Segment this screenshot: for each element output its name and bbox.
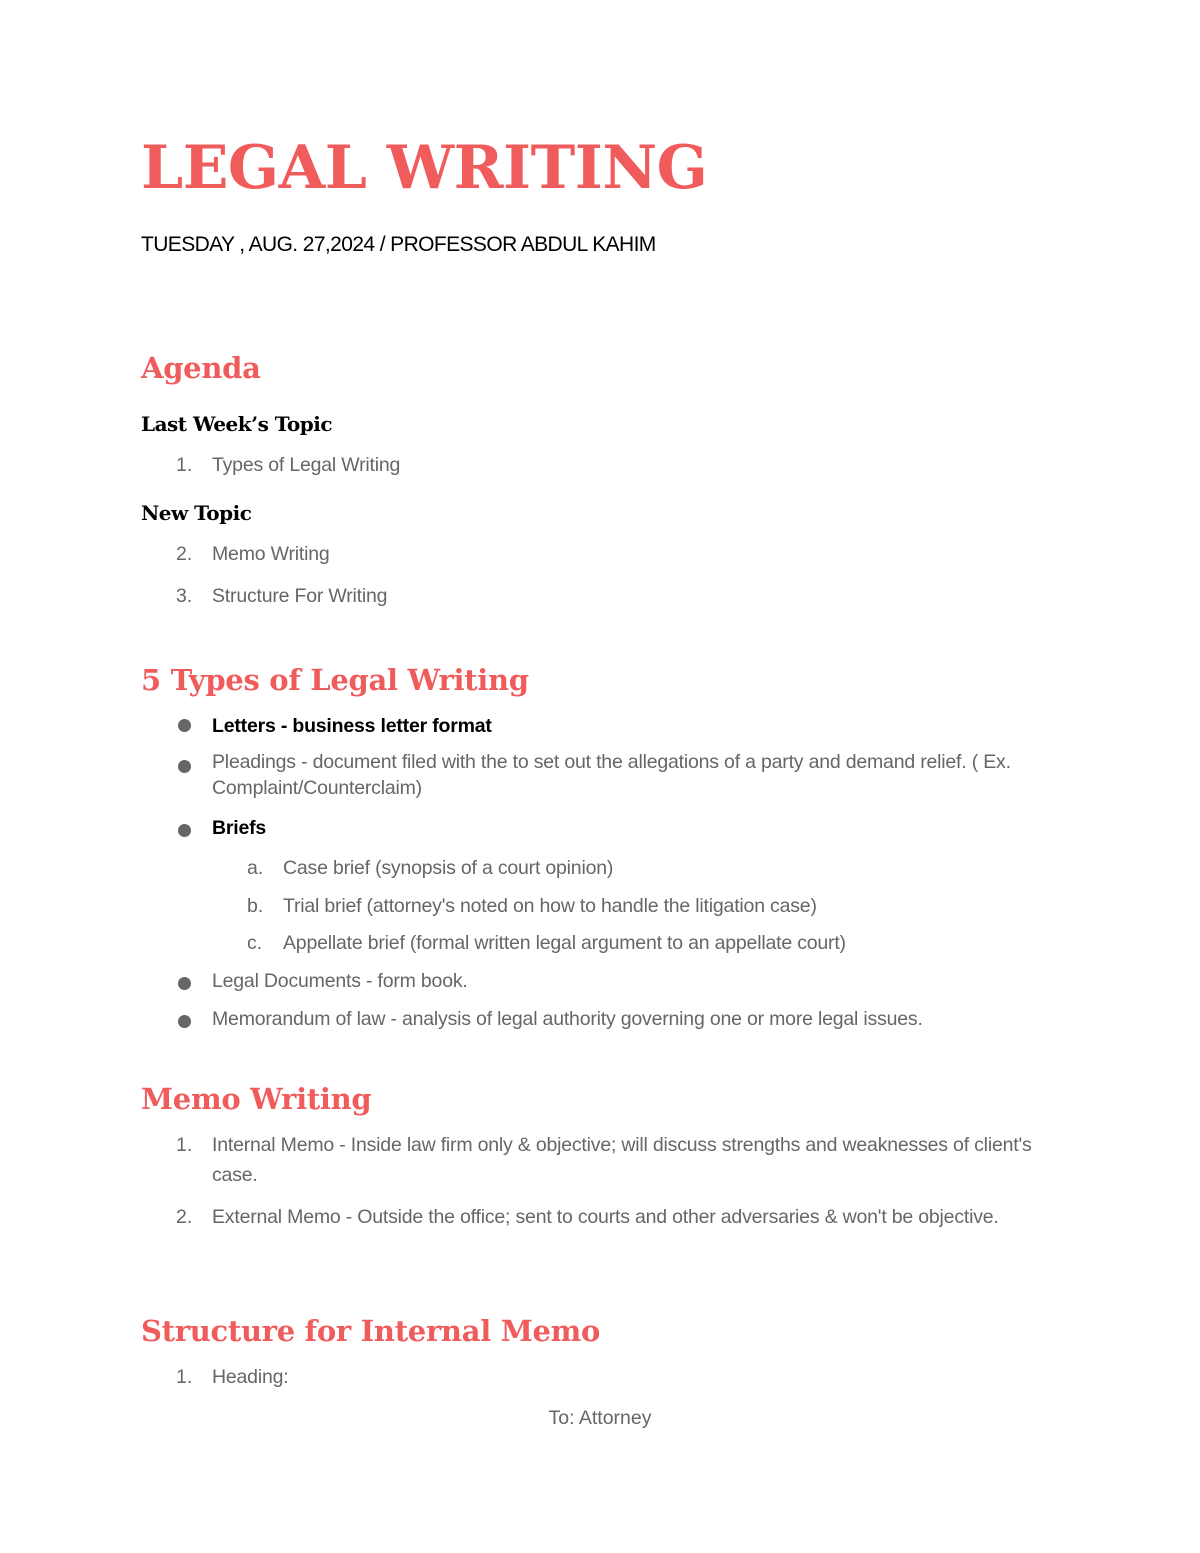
memo-heading: Memo Writing	[141, 1082, 372, 1116]
list-item: Structure For Writing	[212, 585, 388, 607]
bullet-icon	[178, 824, 191, 837]
list-item: Trial brief (attorney's noted on how to handle the litigation case)	[283, 895, 817, 917]
list-item: Letters - business letter format	[212, 715, 492, 737]
bullet-icon	[178, 760, 191, 773]
list-number: 3.	[176, 585, 193, 607]
memo-to-line: To: Attorney	[548, 1407, 652, 1429]
list-item: Appellate brief (formal written legal argument to an appellate court)	[283, 932, 846, 954]
list-letter: a.	[247, 857, 264, 879]
list-letter: b.	[247, 895, 264, 917]
list-item: Internal Memo - Inside law firm only & objective; will discuss strengths and weaknesses of client's case.	[212, 1134, 1032, 1186]
list-item: External Memo - Outside the office; sent to courts and other adversaries & won't be objective.	[212, 1206, 999, 1228]
document-subtitle: TUESDAY , AUG. 27,2024 / PROFESSOR ABDUL KAHIM	[141, 233, 656, 256]
list-item: Case brief (synopsis of a court opinion)	[283, 857, 614, 879]
list-number: 1.	[176, 1134, 193, 1156]
list-item: Briefs	[212, 817, 267, 839]
types-heading: 5 Types of Legal Writing	[141, 663, 529, 697]
list-number: 2.	[176, 543, 193, 565]
document-title: LEGAL WRITING	[141, 133, 708, 203]
list-item: Memo Writing	[212, 543, 330, 565]
list-letter: c.	[247, 932, 263, 954]
list-item: Memorandum of law - analysis of legal authority governing one or more legal issues.	[212, 1008, 923, 1030]
bullet-icon	[178, 977, 191, 990]
list-item: Pleadings - document filed with the to set out the allegations of a party and demand relief. ( Ex. Complaint/Counterclaim)	[212, 751, 1011, 799]
last-week-topic-label: Last Week’s Topic	[141, 412, 332, 436]
structure-heading: Structure for Internal Memo	[141, 1314, 601, 1348]
bullet-icon	[178, 719, 191, 732]
list-number: 1.	[176, 454, 193, 476]
list-item: Legal Documents - form book.	[212, 970, 468, 992]
list-number: 1.	[176, 1366, 193, 1388]
new-topic-label: New Topic	[141, 501, 252, 525]
list-item: Types of Legal Writing	[212, 454, 401, 476]
agenda-heading: Agenda	[141, 351, 261, 385]
bullet-icon	[178, 1015, 191, 1028]
list-item: Heading:	[212, 1366, 289, 1388]
list-number: 2.	[176, 1206, 193, 1228]
